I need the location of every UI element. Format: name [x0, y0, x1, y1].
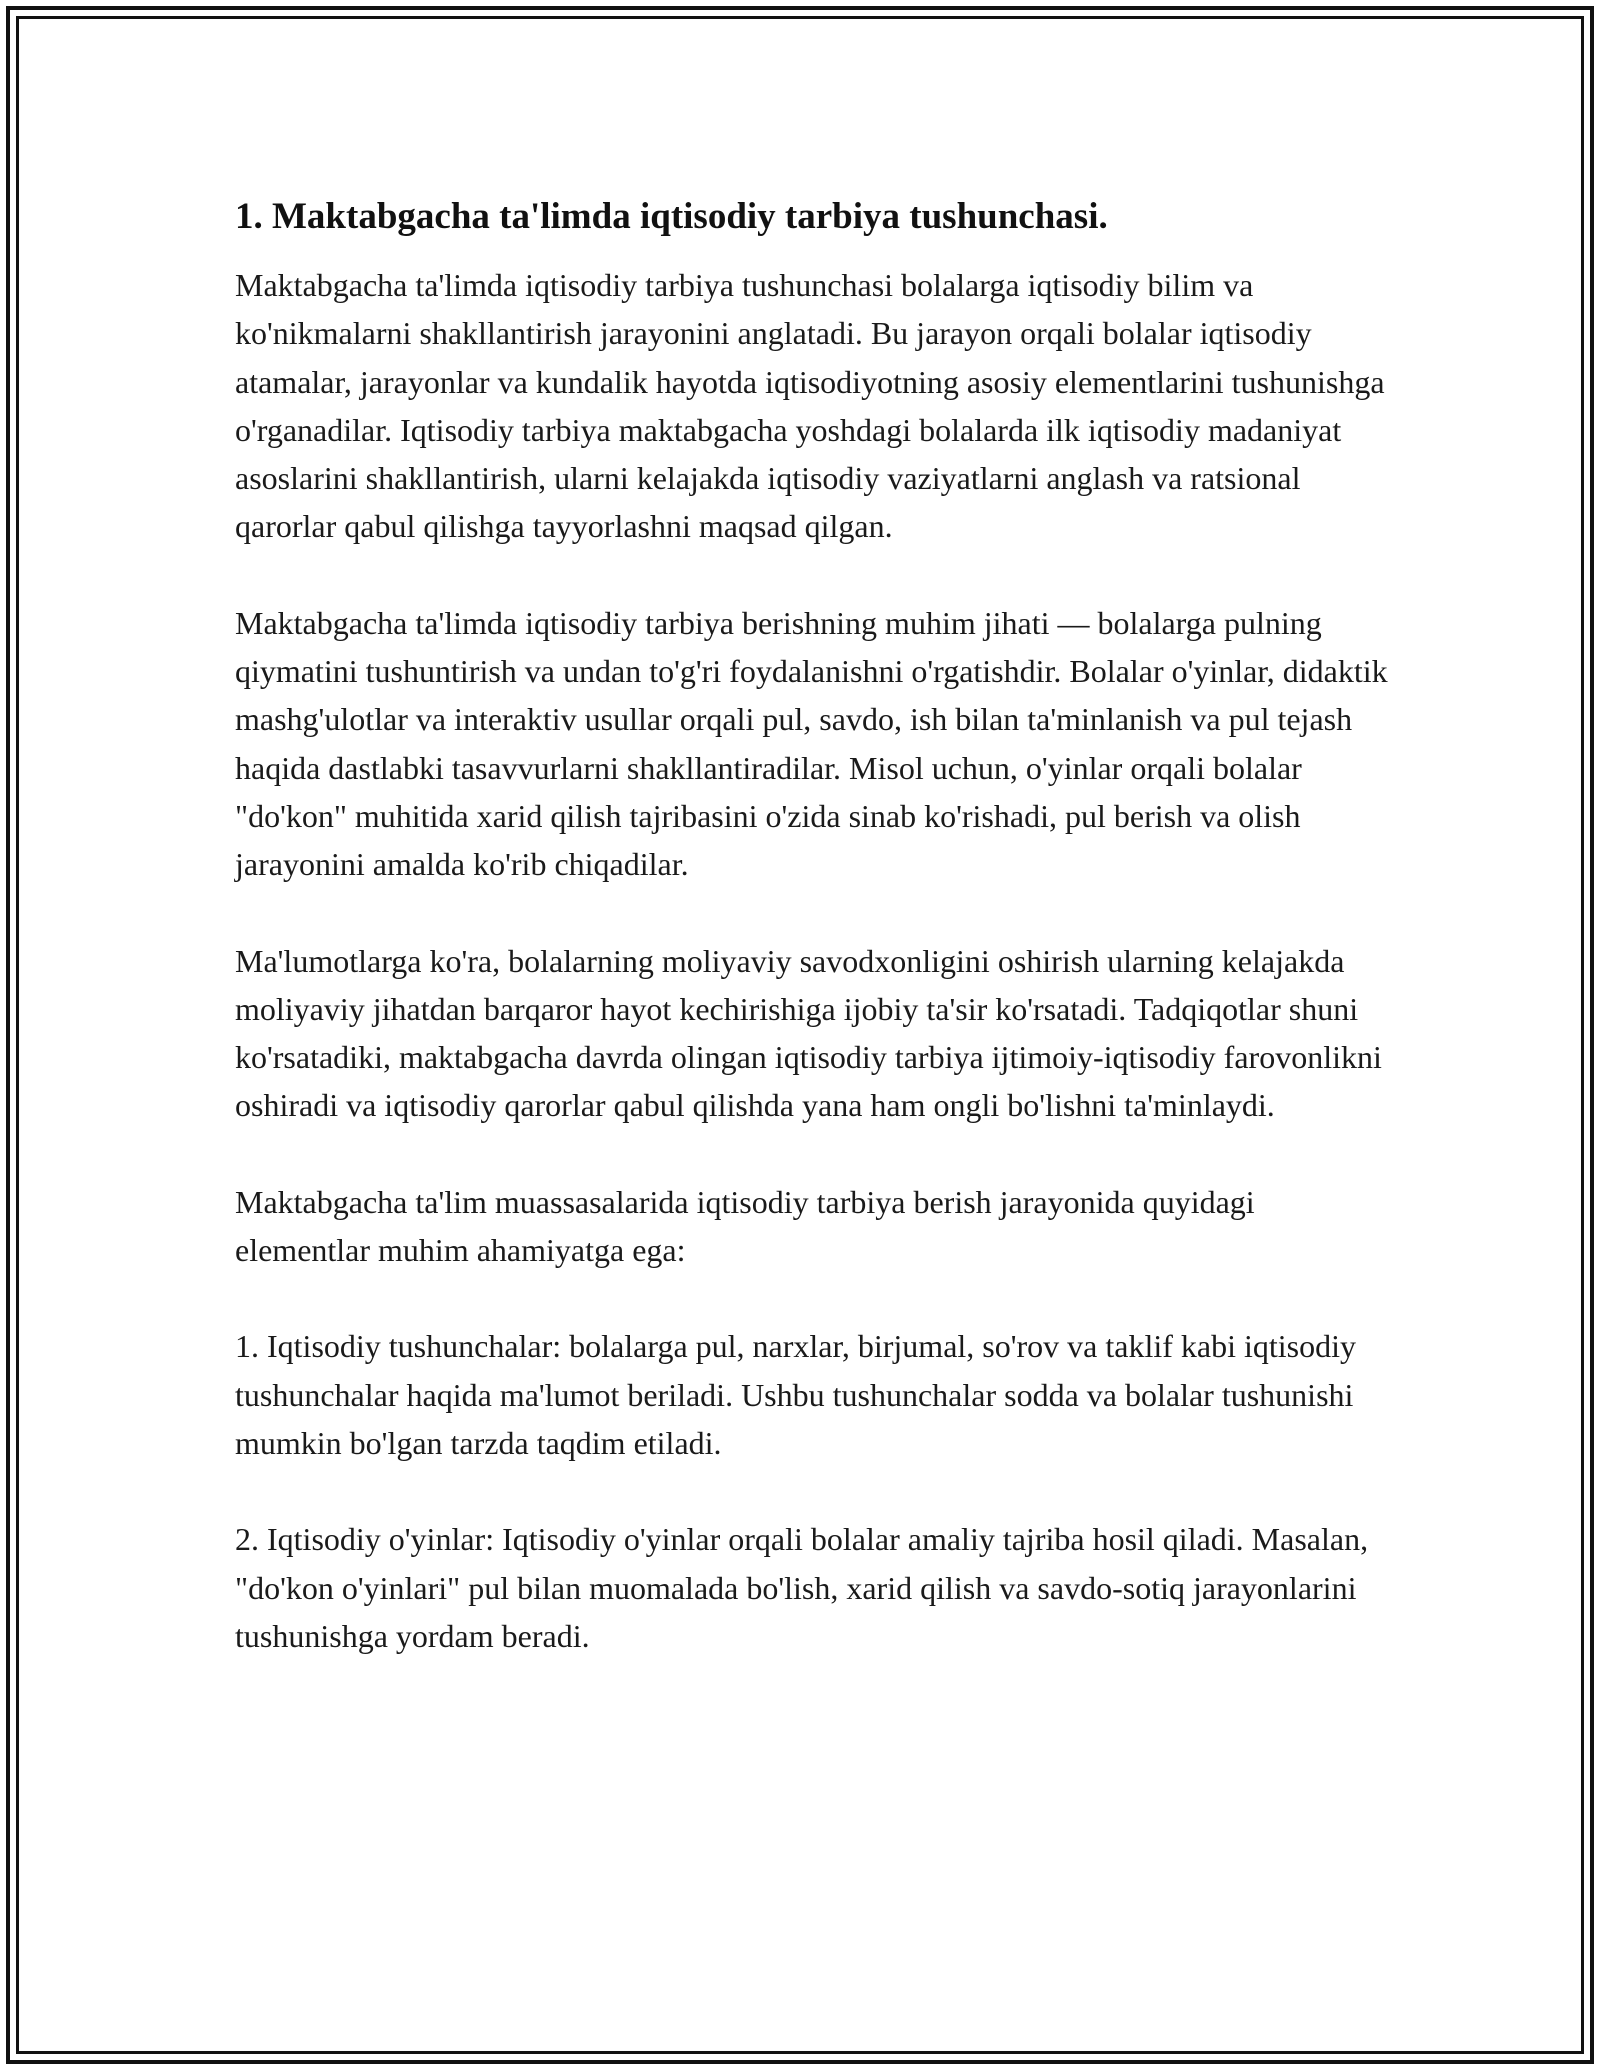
paragraph-definition: Maktabgacha ta'limda iqtisodiy tarbiya tushunchasi bolalarga iqtisodiy bilim va ko'nikmalarni shakllantirish jarayonini anglatadi. Bu jarayon orqali bolalar iqtisodiy atamalar, jarayonlar va kundalik hayotda iqtisodiyotning asosiy elementlarini tushunishga o'rganadilar. Iqtisodiy tarbiya maktabgacha yoshdagi bolalarda ilk iqtisodiy madaniyat asoslarini shakllantirish, ularni kelajakda iqtisodiy vaziyatlarni anglash va ratsional qarorlar qabul qilishga tayyorlashni maqsad qilgan. [235, 267, 1385, 545]
document-body [235, 187, 1395, 1660]
paragraph-research: Ma'lumotlarga ko'ra, bolalarning moliyaviy savodxonligini oshirish ularning kelajakda moliyaviy jihatdan barqaror hayot kechirishiga ijobiy ta'sir ko'rsatadi. Tadqiqotlar shuni ko'rsatadiki, maktabgacha davrda olingan iqtisodiy tarbiya ijtimoiy-iqtisodiy farovonlikni oshiradi va iqtisodiy qarorlar qabul qilishda yana ham ongli bo'lishni ta'minlaydi. [235, 942, 1382, 1124]
section-heading: 1. Maktabgacha ta'limda iqtisodiy tarbiya tushunchasi. [235, 196, 1108, 237]
paragraph-money-value: Maktabgacha ta'limda iqtisodiy tarbiya berishning muhim jihati — bolalarga pulning qiymatini tushuntirish va undan to'g'ri foydalanishni o'rgatishdir. Bolalar o'yinlar, didaktik mashg'ulotlar va interaktiv usullar orqali pul, savdo, ish bilan ta'minlanish va pul tejash haqida dastlabki tasavvurlarni shakllantiradilar. Misol uchun, o'yinlar orqali bolalar "do'kon" muhitida xarid qilish tajribasini o'zida sinab ko'rishadi, pul berish va olish jarayonini amalda ko'rib chiqadilar. [235, 604, 1388, 883]
list-item-economic-games: 2. Iqtisodiy o'yinlar: Iqtisodiy o'yinlar orqali bolalar amaliy tajriba hosil qiladi. Masalan, "do'kon o'yinlari" pul bilan muomalada bo'lish, xarid qilish va savdo-sotiq jarayonlarini tushunishga yordam beradi. [235, 1521, 1369, 1654]
paragraph-elements-intro: Maktabgacha ta'lim muassasalarida iqtisodiy tarbiya berish jarayonida quyidagi elementlar muhim ahamiyatga ega: [235, 1183, 1255, 1269]
list-item-economic-concepts: 1. Iqtisodiy tushunchalar: bolalarga pul, narxlar, birjumal, so'rov va taklif kabi iqtisodiy tushunchalar haqida ma'lumot beriladi. Ushbu tushunchalar sodda va bolalar tushunishi mumkin bo'lgan tarzda taqdim etiladi. [235, 1328, 1356, 1461]
